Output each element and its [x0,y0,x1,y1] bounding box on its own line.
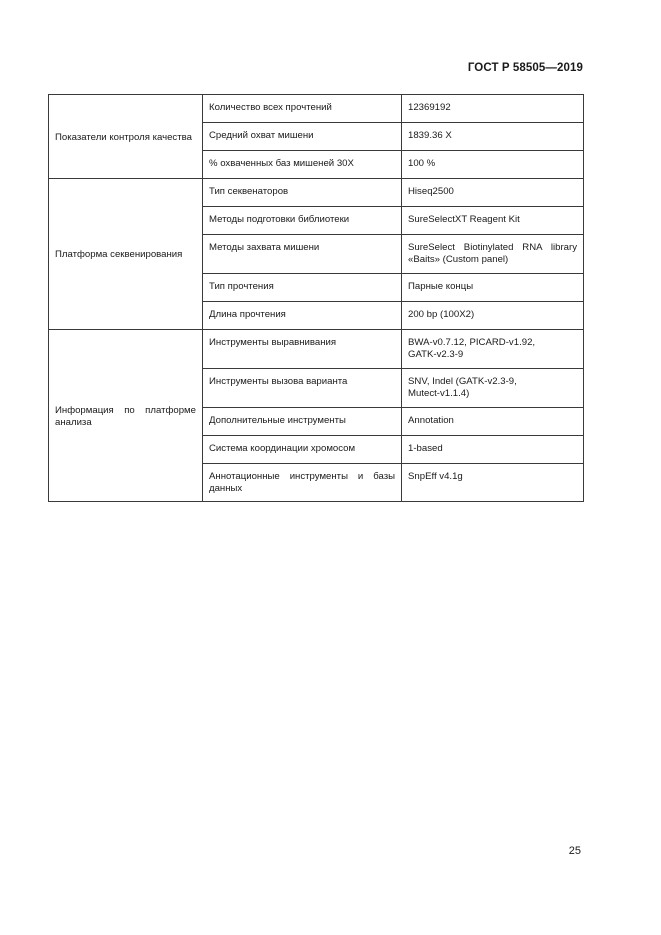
group-label-platform: Платформа секвенирования [49,179,203,330]
param-cell: Методы подготовки библиотеки [203,207,402,235]
value-cell: 12369192 [402,95,584,123]
param-cell: % охваченных баз мишеней 30X [203,151,402,179]
value-cell: Парные концы [402,274,584,302]
param-cell: Средний охват мишени [203,123,402,151]
param-line: данных [209,482,243,494]
value-cell: SnpEff v4.1g [402,464,584,502]
param-cell: Длина прочтения [203,302,402,330]
value-cell: Annotation [402,408,584,436]
value-line: SNV, Indel (GATK-v2.3-9, [408,376,517,387]
table-row [49,330,584,369]
value-cell [402,330,584,369]
param-cell [203,464,402,502]
param-cell: Инструменты вызова варианта [203,369,402,408]
param-cell: Дополнительные инструменты [203,408,402,436]
param-cell: Количество всех прочтений [203,95,402,123]
value-line: «Baits» (Custom panel) [408,253,509,265]
group-label-line: Информация по платформе [55,405,196,416]
param-line: Аннотационные инструменты и базы [209,471,395,482]
param-cell: Тип прочтения [203,274,402,302]
group-label-line: анализа [55,416,92,428]
specification-table [48,94,584,502]
document-standard-code: ГОСТ Р 58505—2019 [467,62,583,74]
value-cell: 100 % [402,151,584,179]
value-cell [402,369,584,408]
param-cell: Методы захвата мишени [203,235,402,274]
group-label-quality: Показатели контроля качества [49,95,203,179]
value-cell: 200 bp (100X2) [402,302,584,330]
value-cell: SureSelectXT Reagent Kit [402,207,584,235]
value-cell: Hiseq2500 [402,179,584,207]
value-cell [402,235,584,274]
page-number: 25 [568,845,581,857]
value-line: Mutect-v1.1.4) [408,387,470,399]
param-cell: Система координации хромосом [203,436,402,464]
value-cell: 1-based [402,436,584,464]
value-line: GATK-v2.3-9 [408,348,464,360]
param-cell: Тип секвенаторов [203,179,402,207]
param-cell: Инструменты выравнивания [203,330,402,369]
table-row [49,95,584,123]
table-row [49,179,584,207]
group-label-analysis [49,330,203,502]
value-line: SureSelect Biotinylated RNA library [408,242,577,253]
value-line: BWA-v0.7.12, PICARD-v1.92, [408,337,536,348]
value-cell: 1839.36 X [402,123,584,151]
